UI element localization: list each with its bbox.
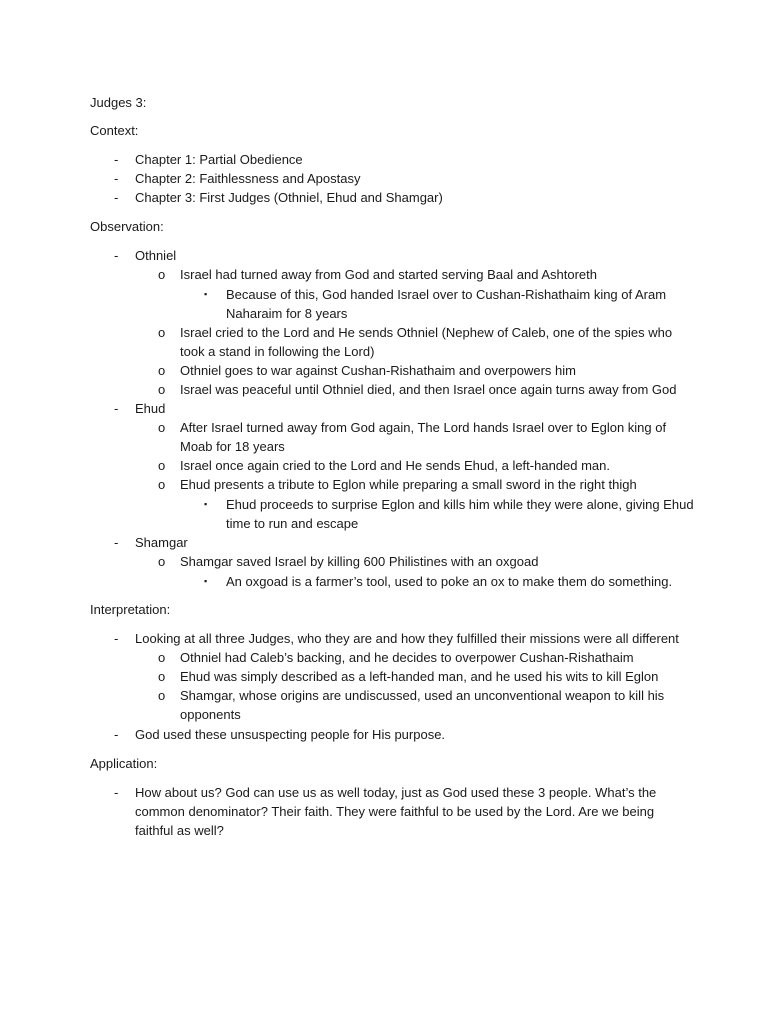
dash-marker: -	[114, 171, 119, 186]
dash-marker: -	[114, 727, 119, 742]
dash-marker: -	[114, 631, 119, 646]
othniel-label: Othniel	[135, 248, 177, 263]
square-marker: ▪	[204, 576, 208, 586]
othniel-subpoint: Because of this, God handed Israel over to Cushan-Rishathaim king of Aram	[226, 287, 667, 302]
interpretation-point: Shamgar, whose origins are undiscussed, used an unconventional weapon to kill his	[180, 688, 665, 703]
shamgar-subpoint: An oxgoad is a farmer’s tool, used to poke an ox to make them do something.	[226, 574, 673, 589]
interpretation-item: Looking at all three Judges, who they are and how they fulfilled their missions were all different	[135, 631, 679, 646]
shamgar-point: Shamgar saved Israel by killing 600 Philistines with an oxgoad	[180, 554, 539, 569]
ehud-label: Ehud	[135, 401, 166, 416]
interpretation-heading: Interpretation:	[90, 602, 171, 617]
application-item-cont: faithful as well?	[135, 823, 224, 838]
shamgar-label: Shamgar	[135, 535, 188, 550]
circle-marker: o	[158, 477, 166, 492]
dash-marker: -	[114, 190, 119, 205]
circle-marker: o	[158, 267, 166, 282]
interpretation-item: God used these unsuspecting people for His purpose.	[135, 727, 446, 742]
dash-marker: -	[114, 248, 119, 263]
othniel-point: Israel cried to the Lord and He sends Othniel (Nephew of Caleb, one of the spies who	[180, 325, 673, 340]
application-heading: Application:	[90, 756, 158, 771]
ehud-point: Israel once again cried to the Lord and He sends Ehud, a left-handed man.	[180, 458, 611, 473]
othniel-point: Israel was peaceful until Othniel died, and then Israel once again turns away from God	[180, 382, 677, 397]
circle-marker: o	[158, 325, 166, 340]
context-item: Chapter 1: Partial Obedience	[135, 152, 303, 167]
circle-marker: o	[158, 363, 166, 378]
interpretation-point: Othniel had Caleb’s backing, and he decides to overpower Cushan-Rishathaim	[180, 650, 634, 665]
dash-marker: -	[114, 785, 119, 800]
application-item-cont: common denominator? Their faith. They were faithful to be used by the Lord. Are we being	[135, 804, 655, 819]
othniel-point: Israel had turned away from God and started serving Baal and Ashtoreth	[180, 267, 597, 282]
circle-marker: o	[158, 382, 166, 397]
observation-heading: Observation:	[90, 219, 164, 234]
othniel-point-cont: took a stand in following the Lord)	[180, 344, 375, 359]
othniel-point: Othniel goes to war against Cushan-Rishathaim and overpowers him	[180, 363, 576, 378]
othniel-subpoint-cont: Naharaim for 8 years	[226, 306, 348, 321]
circle-marker: o	[158, 650, 166, 665]
ehud-point: Ehud presents a tribute to Eglon while preparing a small sword in the right thigh	[180, 477, 637, 492]
square-marker: ▪	[204, 289, 208, 299]
square-marker: ▪	[204, 499, 208, 509]
application-item: How about us? God can use us as well today, just as God used these 3 people. What’s the	[135, 785, 657, 800]
dash-marker: -	[114, 401, 119, 416]
context-item: Chapter 2: Faithlessness and Apostasy	[135, 171, 361, 186]
circle-marker: o	[158, 669, 166, 684]
ehud-point-cont: Moab for 18 years	[180, 439, 285, 454]
ehud-subpoint-cont: time to run and escape	[226, 516, 359, 531]
circle-marker: o	[158, 688, 166, 703]
interpretation-point: Ehud was simply described as a left-handed man, and he used his wits to kill Eglon	[180, 669, 659, 684]
context-heading: Context:	[90, 123, 139, 138]
interpretation-point-cont: opponents	[180, 707, 241, 722]
dash-marker: -	[114, 152, 119, 167]
circle-marker: o	[158, 458, 166, 473]
ehud-point: After Israel turned away from God again, The Lord hands Israel over to Eglon king of	[180, 420, 667, 435]
circle-marker: o	[158, 554, 166, 569]
circle-marker: o	[158, 420, 166, 435]
ehud-subpoint: Ehud proceeds to surprise Eglon and kills him while they were alone, giving Ehud	[226, 497, 694, 512]
document-title: Judges 3:	[90, 95, 147, 110]
context-item: Chapter 3: First Judges (Othniel, Ehud and Shamgar)	[135, 190, 443, 205]
dash-marker: -	[114, 535, 119, 550]
